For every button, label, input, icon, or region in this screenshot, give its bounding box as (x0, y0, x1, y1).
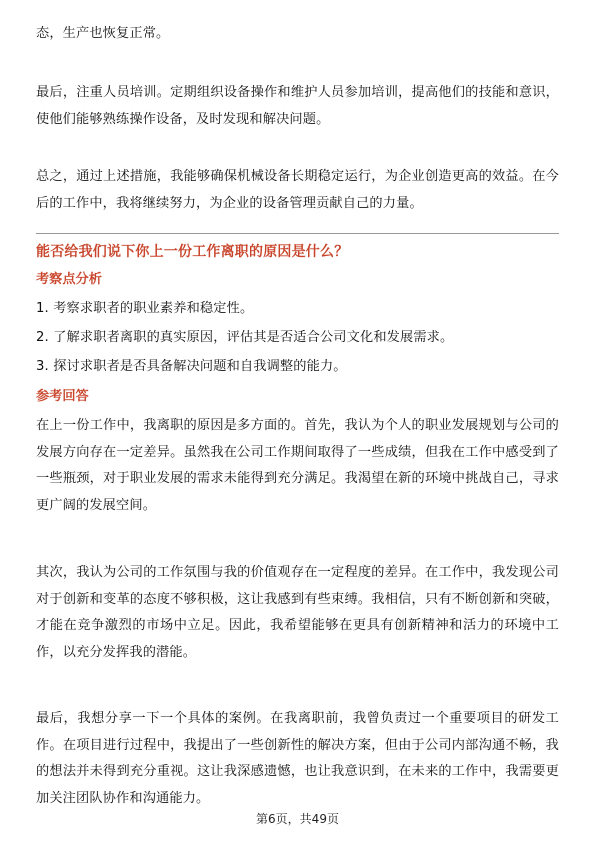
list-item: 2. 了解求职者离职的真实原因，评估其是否适合公司文化和发展需求。 (36, 330, 454, 345)
paragraph-text: 其次，我认为公司的工作氛围与我的价值观存在一定程度的差异。在工作中，我发现公司对于创新和变革的态度不够积极，这让我感到有些束缚。我相信，只有不断创新和突破，才能在竞争激烈的市场中立足。因此，我希望能够在更具有创新精神和活力的环境中工作，以充分发挥我的潜能。 (36, 565, 559, 660)
paragraph-training (36, 80, 559, 133)
analysis-list (36, 294, 559, 381)
paragraph-text: 态，生产也恢复正常。 (36, 26, 170, 41)
answer-paragraph-2 (36, 560, 559, 666)
answer-paragraph-3 (36, 706, 559, 812)
answer-heading: 参考回答 (36, 389, 89, 404)
interview-question: 能否给我们说下你上一份工作离职的原因是什么？ (36, 244, 349, 260)
list-item: 3. 探讨求职者是否具备解决问题和自我调整的能力。 (36, 359, 347, 374)
analysis-heading: 考察点分析 (36, 272, 102, 287)
paragraph-text: 最后，我想分享一下一个具体的案例。在我离职前，我曾负责过一个重要项目的研发工作。在项目进行过程中，我提出了一些创新性的解决方案，但由于公司内部沟通不畅，我的想法并未得到充分重视。这让我深感遗憾，也让我意识到，在未来的工作中，我需要更加关注团队协作和沟通能力。 (36, 711, 559, 806)
answer-paragraph-1 (36, 413, 559, 519)
paragraph-text: 总之，通过上述措施，我能够确保机械设备长期稳定运行，为企业创造更高的效益。在今后的工作中，我将继续努力，为企业的设备管理贡献自己的力量。 (36, 169, 559, 211)
paragraph-text: 最后，注重人员培训。定期组织设备操作和维护人员参加培训，提高他们的技能和意识，使他们能够熟练操作设备，及时发现和解决问题。 (36, 85, 559, 127)
list-item: 1. 考察求职者的职业素养和稳定性。 (36, 301, 254, 316)
paragraph-continuation (36, 21, 559, 48)
paragraph-text: 在上一份工作中，我离职的原因是多方面的。首先，我认为个人的职业发展规划与公司的发展方向存在一定差异。虽然我在公司工作期间取得了一些成绩，但我在工作中感受到了一些瓶颈，对于职业发展的需求未能得到充分满足。我渴望在新的环境中挑战自己，寻求更广阔的发展空间。 (36, 418, 559, 513)
section-divider (36, 233, 559, 234)
paragraph-summary (36, 164, 559, 217)
page-number: 第6页，共49页 (256, 812, 339, 826)
